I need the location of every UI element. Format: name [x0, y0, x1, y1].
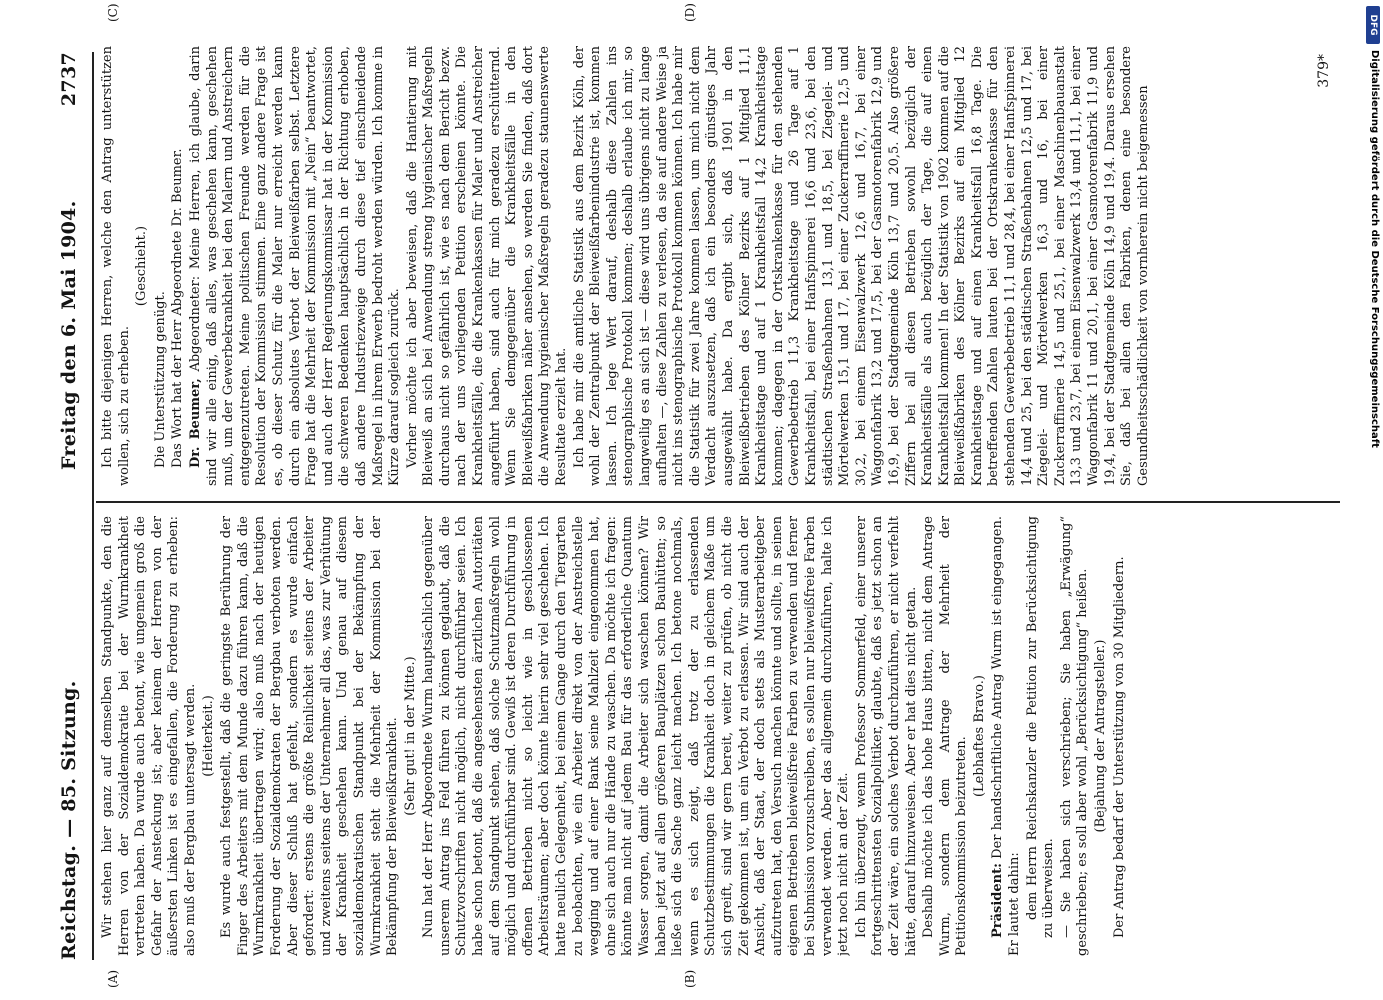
column-divider	[96, 501, 1340, 503]
dfg-logo	[1366, 6, 1380, 44]
paragraph: Die Unterstützung genügt.	[152, 291, 168, 468]
digitization-credit	[1366, 50, 1380, 980]
paragraph	[188, 46, 404, 486]
right-column	[100, 46, 1330, 486]
speech-text: Der handschriftliche Antrag Wurm ist eingegangen. Er lautet dahin:	[990, 516, 1023, 956]
header-rule	[92, 52, 94, 960]
paragraph: Das Wort hat der Herr Abgeordnete Dr. Beumer.	[170, 148, 186, 468]
margin-marker-b: (B)	[683, 969, 697, 988]
paragraph	[990, 516, 1023, 956]
paragraph: Deshalb möchte ich das hohe Haus bitten, nicht dem Antrage Wurm, sondern dem Antrage der Mehrheit der Petitionskommission beizutreten.	[921, 516, 970, 956]
interjection: (Heiterkeit.)	[200, 695, 216, 777]
left-column	[100, 516, 1330, 956]
speaker-name: Präsident:	[990, 863, 1006, 938]
digitization-credit-text: Digitalisierung gefördert durch die Deutsche Forschungsgemeinschaft	[1369, 50, 1380, 448]
paragraph: Wir stehen hier ganz auf demselben Standpunkte, den die Herren von der Sozialdemokratie bei der Wurmkrankheit vertreten haben. Da wurde auch betont, wie ungemein groß die Gefahr der Ansteckung ist; aber keinem der Herren von der äußersten Linken ist es eingefallen, die Forderung zu erheben: also muß der Bergbau untersagt werden.	[100, 516, 198, 956]
paragraph: Der Antrag bedarf der Unterstützung von 30 Mitgliedern.	[1111, 556, 1127, 938]
paragraph: — Sie haben sich verschrieben; Sie haben „Erwägung“ geschrieben; es soll aber wohl „Berücksichtigung“ heißen.	[1058, 516, 1091, 956]
paragraph: Ich bitte diejenigen Herren, welche den Antrag unterstützen wollen, sich zu erheben.	[100, 46, 132, 486]
interjection: (Bejahung der Antragsteller.)	[1093, 639, 1109, 833]
margin-marker-a: (A)	[106, 969, 120, 988]
margin-marker-c: (C)	[106, 3, 120, 22]
header-center: Freitag den 6. Mai 1904.	[58, 200, 80, 470]
quoted-motion: dem Herrn Reichskanzler die Petition zur Berücksichtigung zu überweisen.	[1024, 516, 1057, 938]
paragraph: Nun hat der Herr Abgeordnete Wurm hauptsächlich gegenüber unserem Antrag ins Feld führen zu können geglaubt, daß die Schutzvorschriften nicht möglich, nicht durchführbar seien. Ich habe schon betont, daß die angesehensten ärztlichen Autoritäten auf dem Standpunkt stehen, daß solche Schutzmaßregeln wohl möglich und durchführbar sind. Gewiß ist deren Durchführung in offenen Betrieben nicht so leicht wie in geschlossenen Arbeitsräumen; aber doch könnte hierin sehr viel geschehen. Ich hatte neulich Gelegenheit, bei einem Gange durch den Tiergarten zu beobachten, wie ein Arbeiter direkt von der Anstreichstelle wegging und auf einer Bank seine Mahlzeit eingenommen hat, ohne sich auch nur die Hände zu waschen. Da möchte ich fragen: könnte man nicht auf jedem Bau für das erforderliche Quantum Wasser sorgen, damit die Arbeiter sich waschen können? Wir haben jetzt auf allen größeren Bauplätzen schon Bauhütten; so ließe sich die Sache ganz leicht machen. Ich betone nochmals, wenn es sich zeigt, daß trotz der zu erlassenden Schutzbestimmungen die Krankheit doch in gleichem Maße um sich greift, sind wir gern bereit, weiter zu prüfen, ob nicht die Zeit gekommen ist, um ein Verbot zu erlassen. Wir sind auch der Ansicht, daß der Staat, der doch stets als Musterarbeitgeber aufzutreten hat, den Versuch machen könnte und sollte, in seinen eigenen Betrieben bleiweißfreie Farben zu verwenden und ferner bei Submission vorzuschreiben, es sollen nur bleiweißfreie Farben verwendet werden. Aber das allgemein durchzuführen, halte ich jetzt noch nicht an der Zeit.	[421, 516, 852, 956]
interjection: (Sehr gut! in der Mitte.)	[402, 656, 418, 816]
interjection: (Lebhaftes Bravo.)	[971, 674, 987, 798]
header-left: Reichstag. — 85. Sitzung.	[58, 680, 80, 960]
interjection: (Geschieht.)	[134, 225, 150, 307]
signature-mark: 379*	[1316, 54, 1332, 88]
paragraph: Es wurde auch festgestellt, daß die geringste Berührung der Finger des Arbeiters mit dem Munde dazu führen kann, daß die Wurmkrankheit übertragen wird; also muß nach der heutigen Forderung der Sozialdemokraten der Bergbau verboten werden. Aber dieser Schluß hat gefehlt, sondern es wurde einfach gefordert: erstens die größte Reinlichkeit seitens der Arbeiter und zweitens seitens der Unternehmer all das, was zur Verhütung der Krankheit geschehen kann. Und genau auf diesem sozialdemokratischen Standpunkt bei der Bekämpfung der Wurmkrankheit steht die Mehrheit der Kommission bei der Bekämpfung der Bleiweißkrankheit.	[219, 516, 401, 956]
speech-text: Abgeordneter: Meine Herren, ich glaube, darin sind wir alle einig, daß alles, was geschehen kann, geschehen muß, um der Gewerbekrankheit bei den Malern und Anstreichern entgegenzutreten. Meine politischen Freunde werden für die Resolution der Kommission stimmen. Eine ganz andere Frage ist es, ob dieser Schutz für die Maler nur erreicht werden kann durch ein absolutes Verbot der Bleiweißfarben selbst. Letztere Frage hat die Mehrheit der Kommission mit „Nein“ beantwortet, und auch der Herr Regierungskommissar hat in der Kommission die schweren Bedenken hauptsächlich in der Richtung erhoben, daß andere Industriezweige durch diese tief einschneidende Maßregel in ihrem Erwerb bedroht werden würden. Ich komme in Kürze darauf sogleich zurück.	[187, 46, 403, 486]
page-number: 2737	[58, 52, 80, 107]
paragraph: Vorher möchte ich aber beweisen, daß die Hantierung mit Bleiweiß an sich bei Anwendung streng hygienischer Maßregeln durchaus nicht so gefährlich ist, wie es nach dem Bericht bezw. nach der uns vorliegenden Petition erscheinen könnte. Die Krankheitsfälle, die die Krankenkassen für Maler und Anstreicher angeführt haben, sind auch für mich geradezu erschütternd. Wenn Sie demgegenüber die Krankheitsfälle in den Bleiweißfabriken näher ansehen, so werden Sie finden, daß dort die Anwendung hygienischer Maßregeln geradezu staunenswerte Resultate erzielt hat.	[404, 46, 570, 486]
paragraph: Ich habe mir die amtliche Statistik aus dem Bezirk Köln, der wohl der Zentralpunkt der Bleiweißfarbenindustrie ist, kommen lassen. Ich lege Wert darauf, deshalb diese Zahlen ins stenographische Protokoll kommen; deshalb erlaube ich mir, so langweilig es an sich ist — diese wird uns übrigens nicht zu lange aufhalten —, diese Zahlen zu verlesen, da sie auf andere Weise ja nicht ins stenographische Protokoll kommen können. Ich habe mir die Statistik für zwei Jahre kommen lassen, um mich nicht dem Verdacht auszusetzen, daß ich ein besonders günstiges Jahr ausgewählt habe. Da ergibt sich, daß 1901 in den Bleiweißbetrieben des Kölner Bezirks auf 1 Mitglied 11,1 Krankheitstage und auf 1 Krankheitsfall 14,2 Krankheitstage kommen; dagegen in der Ortskrankenkasse für den stehenden Gewerbebetrieb 11,3 Krankheitstage und 26 Tage auf 1 Krankheitsfall, bei einer Hanfspinnerei 16,6 und 23,6, bei den städtischen Straßenbahnen 13,1 und 18,5, bei Ziegelei- und Mörtelwerken 15,1 und 17, bei einer Zuckerraffinerie 12,5 und 30,2, bei einem Eisenwalzwerk 12,6 und 16,7, bei einer Waggonfabrik 13,2 und 17,5, bei der Gasmotorenfabrik 12,9 und 16,9, bei der Stadtgemeinde Köln 13,7 und 20,5. Also größere Ziffern bei all diesen Betrieben sowohl bezüglich der Krankheitsfälle als auch bezüglich der Tage, die auf einen Krankheitsfall kommen! In der Statistik von 1902 kommen auf die Bleiweißfabriken des Kölner Bezirks auf ein Mitglied 12 Krankheitstage und auf einen Krankheitsfall 16,8 Tage. Die betreffenden Zahlen lauten bei der Ortskrankenkasse für den stehenden Gewerbebetrieb 11,1 und 28,4, bei einer Hanfspinnerei 14,4 und 25, bei den städtischen Straßenbahnen 12,5 und 17, bei Ziegelei- und Mörtelwerken 16,3 und 16, bei einer Zuckerraffinerie 14,5 und 25,1, bei einer Maschinenbauanstalt 13,3 und 23,7, bei einem Eisenwalzwerk 13,4 und 11,1, bei einer Waggonfabrik 11 und 20,1, bei einer Gasmotorenfabrik 11,9 und 19,4, bei der Stadtgemeinde Köln 14,9 und 19,4. Daraus ersehen Sie, daß bei allen den Fabriken, denen eine besondere Gesundheitsschädlichkeit von vornherein nicht beigemessen	[571, 46, 1151, 486]
page-header	[58, 52, 86, 960]
dfg-logo-text: DFG	[1368, 14, 1378, 36]
margin-marker-d: (D)	[683, 3, 697, 22]
speaker-name: Dr. Beumer,	[187, 378, 203, 468]
paragraph: Ich bin überzeugt, wenn Professor Sommerfeld, einer unserer fortgeschrittensten Sozialpolitiker, glaubte, daß es jetzt schon an der Zeit wäre, ein solches Verbot durchzuführen, er nicht verfehlt hätte, darauf hinzuweisen. Aber er hat dies nicht getan.	[853, 516, 919, 956]
